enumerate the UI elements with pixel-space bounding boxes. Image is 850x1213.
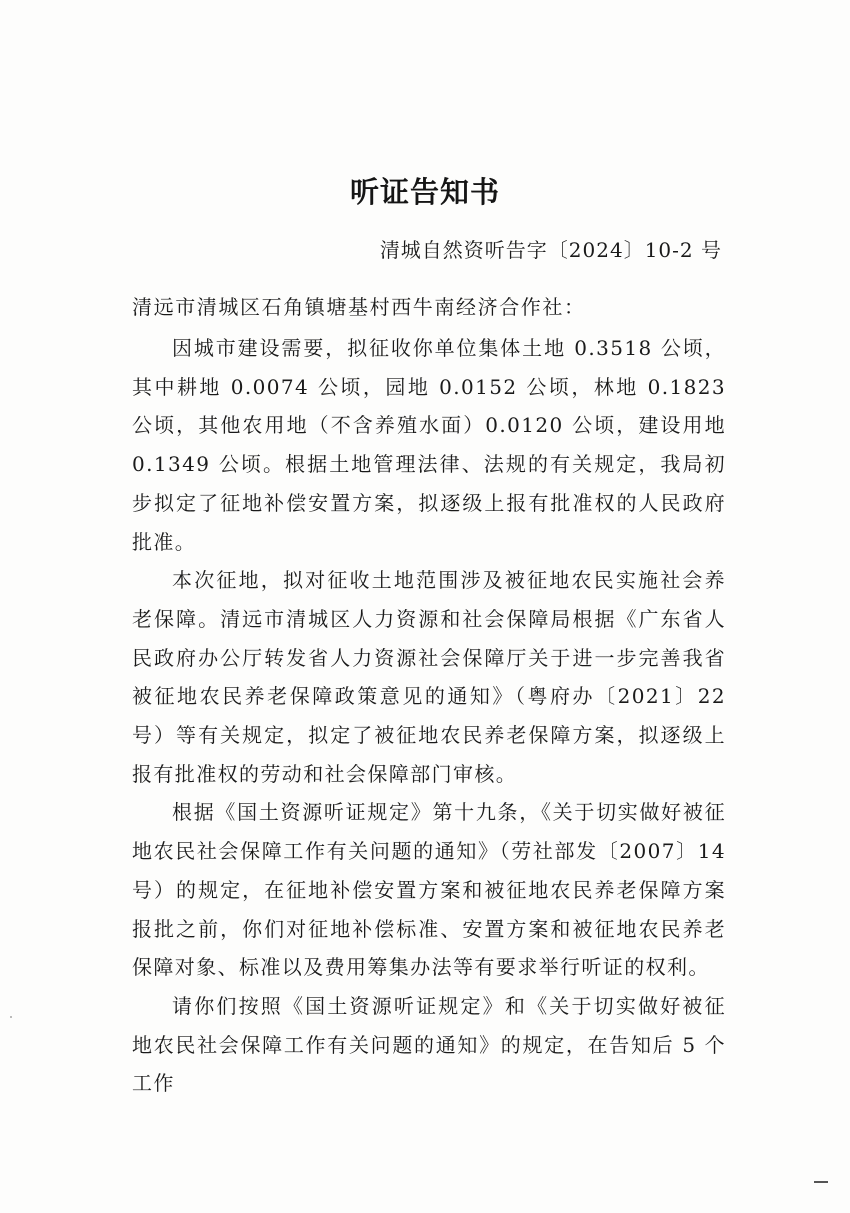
scan-edge-mark — [814, 1181, 828, 1183]
paragraph-hearing-request: 请你们按照《国土资源听证规定》和《关于切实做好被征地农民社会保障工作有关问题的通知》的规定，在告知后 5 个工作 — [132, 993, 726, 1096]
paragraph-hearing-rights: 根据《国土资源听证规定》第十九条，《关于切实做好被征地农民社会保障工作有关问题的通知》（劳社部发〔2007〕14 号）的规定，在征地补偿安置方案和被征地农民养老保障方案报批之前，你们对征地补偿标准、安置方案和被征地农民养老保障对象、标准以及费用筹集办法等有要求举行听证的权利。 — [132, 800, 726, 980]
paragraph-pension-security: 本次征地，拟对征收土地范围涉及被征地农民实施社会养老保障。清远市清城区人力资源和社会保障局根据《广东省人民政府办公厅转发省人力资源社会保障厅关于进一步完善我省被征地农民养老保障政策意见的通知》（粤府办〔2021〕22 号）等有关规定，拟定了被征地农民养老保障方案，拟逐级上报有批准权的劳动和社会保障部门审核。 — [132, 568, 726, 786]
document-title: 听证告知书 — [349, 175, 500, 209]
paragraph-land-acquisition: 因城市建设需要，拟征收你单位集体土地 0.3518 公顷，其中耕地 0.0074 公顷，园地 0.0152 公顷，林地 0.1823 公顷，其他农用地（不含养殖水面）0.0120 公顷，建设用地 0.1349 公顷。根据土地管理法律、法规的有关规定，我局初步拟定了征地补偿安置方案，拟逐级上报有批准权的人民政府批准。 — [132, 336, 726, 554]
document-body — [132, 329, 726, 1103]
scan-speck — [10, 1016, 12, 1018]
document-number: 清城自然资听告字〔2024〕10-2 号 — [379, 238, 722, 262]
addressee: 清远市清城区石角镇塘基村西牛南经济合作社： — [132, 295, 586, 319]
